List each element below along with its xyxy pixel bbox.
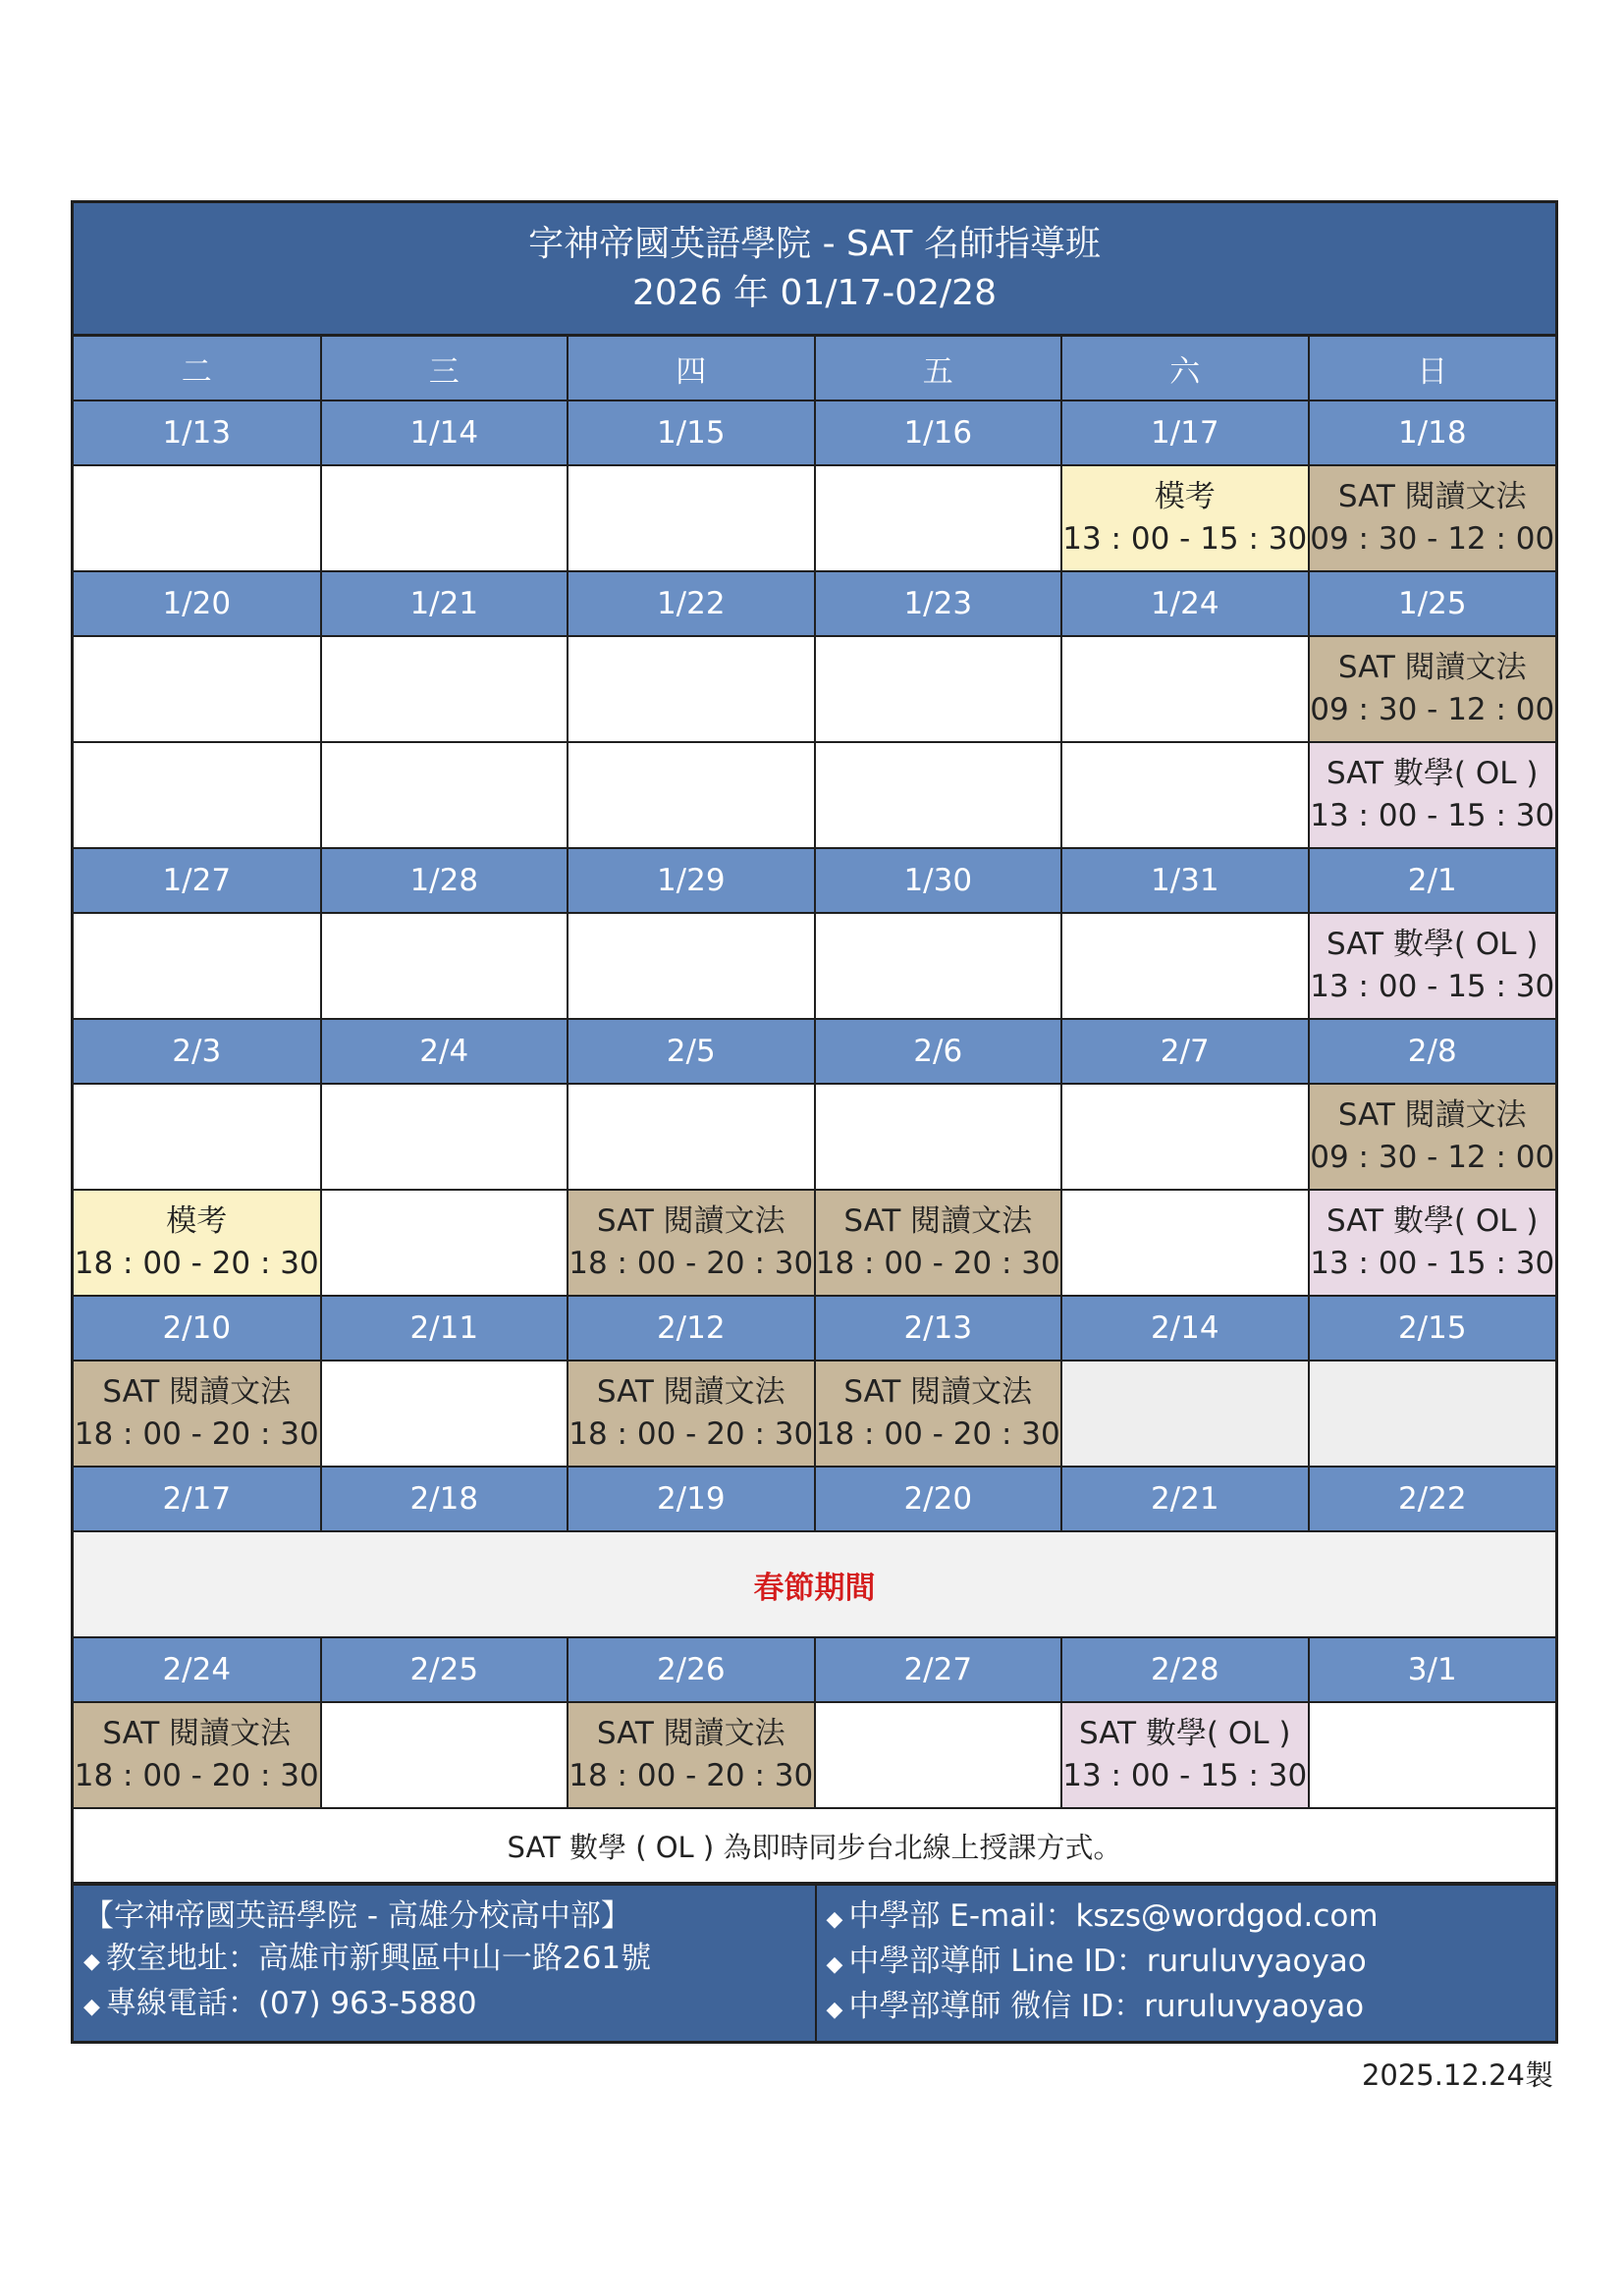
date-cell: 2/12	[568, 1296, 815, 1361]
class-cell	[1061, 465, 1309, 571]
class-cell	[568, 1190, 815, 1296]
class-time: 18 : 00 - 20 : 30	[568, 1758, 814, 1793]
class-time: 18 : 00 - 20 : 30	[74, 1758, 319, 1793]
date-cell: 1/24	[1061, 571, 1309, 636]
empty-cell	[1061, 1190, 1309, 1296]
contact-left	[74, 1886, 815, 2041]
class-title: 模考	[166, 1203, 228, 1239]
date-row	[74, 571, 1555, 636]
class-cell	[1309, 742, 1556, 848]
class-title: 模考	[1154, 479, 1216, 514]
empty-cell	[568, 742, 815, 848]
schedule-period: 2026 年 01/17-02/28	[632, 272, 997, 313]
empty-cell	[321, 1084, 568, 1190]
title-block	[74, 203, 1555, 337]
address-line	[83, 1938, 805, 1983]
date-cell: 1/14	[321, 400, 568, 465]
weekday-cell: 四	[568, 337, 815, 400]
empty-cell	[568, 913, 815, 1019]
date-row	[74, 1467, 1555, 1531]
event-row	[74, 742, 1555, 848]
date-cell: 1/25	[1309, 571, 1556, 636]
email-text: 中學部 E-mail：kszs@wordgod.com	[848, 1898, 1379, 1934]
date-row	[74, 848, 1555, 913]
empty-cell	[321, 1702, 568, 1808]
class-title: SAT 數學( OL )	[1079, 1716, 1291, 1751]
date-cell: 2/19	[568, 1467, 815, 1531]
date-cell: 2/28	[1061, 1637, 1309, 1702]
date-cell: 1/15	[568, 400, 815, 465]
class-title: SAT 閱讀文法	[843, 1374, 1033, 1410]
empty-cell	[74, 465, 321, 571]
date-cell: 2/15	[1309, 1296, 1556, 1361]
empty-cell	[1061, 636, 1309, 742]
class-title: SAT 閱讀文法	[596, 1374, 785, 1410]
date-cell: 3/1	[1309, 1637, 1556, 1702]
date-cell: 1/23	[815, 571, 1062, 636]
wechat-id-text: 中學部導師 微信 ID：ruruluvyaoyao	[848, 1989, 1365, 2024]
line-id-line	[827, 1941, 1546, 1986]
event-row	[74, 636, 1555, 742]
class-title: SAT 閱讀文法	[596, 1716, 785, 1751]
bullet-icon: ◆	[83, 1949, 100, 1974]
date-cell: 2/4	[321, 1019, 568, 1084]
schedule-note: SAT 數學 ( OL ) 為即時同步台北線上授課方式。	[74, 1808, 1555, 1883]
empty-cell	[815, 465, 1062, 571]
empty-cell	[321, 465, 568, 571]
weekday-cell: 三	[321, 337, 568, 400]
date-cell: 1/16	[815, 400, 1062, 465]
empty-cell	[321, 636, 568, 742]
class-time: 13 : 00 - 15 : 30	[1310, 798, 1555, 833]
class-time: 18 : 00 - 20 : 30	[815, 1416, 1060, 1452]
date-cell: 1/29	[568, 848, 815, 913]
class-time: 18 : 00 - 20 : 30	[568, 1416, 814, 1452]
empty-cell	[1309, 1702, 1556, 1808]
date-cell: 1/20	[74, 571, 321, 636]
empty-cell	[568, 636, 815, 742]
class-cell	[815, 1190, 1062, 1296]
date-cell: 2/20	[815, 1467, 1062, 1531]
branch-heading: 【字神帝國英語學院 - 高雄分校高中部】	[83, 1898, 631, 1934]
event-row	[74, 1361, 1555, 1467]
date-cell: 1/18	[1309, 400, 1556, 465]
event-row	[74, 1702, 1555, 1808]
class-cell	[74, 1702, 321, 1808]
date-cell: 1/28	[321, 848, 568, 913]
note-row	[74, 1808, 1555, 1883]
weekday-cell: 二	[74, 337, 321, 400]
class-cell	[74, 1190, 321, 1296]
date-cell: 2/10	[74, 1296, 321, 1361]
class-cell	[1061, 1702, 1309, 1808]
event-row	[74, 465, 1555, 571]
bullet-icon: ◆	[83, 1995, 100, 2019]
empty-cell	[74, 1084, 321, 1190]
empty-cell	[1309, 1361, 1556, 1467]
phone-line	[83, 1983, 805, 2028]
class-cell	[1309, 913, 1556, 1019]
class-cell	[568, 1361, 815, 1467]
weekday-cell: 日	[1309, 337, 1556, 400]
bullet-icon: ◆	[826, 1907, 843, 1932]
empty-cell	[568, 465, 815, 571]
event-row	[74, 1084, 1555, 1190]
empty-cell	[321, 742, 568, 848]
email-line	[827, 1896, 1546, 1941]
holiday-row	[74, 1531, 1555, 1637]
date-row	[74, 1296, 1555, 1361]
schedule-title: 字神帝國英語學院 - SAT 名師指導班	[528, 223, 1101, 264]
class-title: SAT 閱讀文法	[1337, 650, 1527, 685]
contact-right	[815, 1886, 1556, 2041]
wechat-id-line	[827, 1986, 1546, 2031]
class-time: 09 : 30 - 12 : 00	[1310, 692, 1555, 727]
date-cell: 2/13	[815, 1296, 1062, 1361]
date-cell: 2/3	[74, 1019, 321, 1084]
class-cell	[74, 1361, 321, 1467]
class-title: SAT 數學( OL )	[1326, 1203, 1539, 1239]
date-cell: 2/7	[1061, 1019, 1309, 1084]
class-title: SAT 閱讀文法	[102, 1374, 292, 1410]
date-cell: 2/25	[321, 1637, 568, 1702]
class-title: SAT 數學( OL )	[1326, 927, 1539, 962]
class-cell	[1309, 465, 1556, 571]
date-cell: 2/22	[1309, 1467, 1556, 1531]
date-cell: 2/14	[1061, 1296, 1309, 1361]
empty-cell	[815, 913, 1062, 1019]
empty-cell	[74, 913, 321, 1019]
phone-text: 專線電話：(07) 963-5880	[105, 1986, 477, 2021]
empty-cell	[74, 742, 321, 848]
weekday-row	[74, 337, 1555, 400]
date-cell: 2/26	[568, 1637, 815, 1702]
class-time: 09 : 30 - 12 : 00	[1310, 1140, 1555, 1175]
date-cell: 1/22	[568, 571, 815, 636]
empty-cell	[815, 742, 1062, 848]
class-time: 18 : 00 - 20 : 30	[74, 1246, 319, 1281]
date-cell: 1/27	[74, 848, 321, 913]
class-cell	[1309, 1084, 1556, 1190]
empty-cell	[321, 1361, 568, 1467]
class-time: 13 : 00 - 15 : 30	[1062, 521, 1308, 557]
weekday-cell: 五	[815, 337, 1062, 400]
empty-cell	[1061, 1361, 1309, 1467]
empty-cell	[1061, 1084, 1309, 1190]
class-time: 13 : 00 - 15 : 30	[1310, 969, 1555, 1004]
class-title: SAT 閱讀文法	[843, 1203, 1033, 1239]
class-time: 13 : 00 - 15 : 30	[1310, 1246, 1555, 1281]
class-title: SAT 閱讀文法	[102, 1716, 292, 1751]
empty-cell	[1061, 742, 1309, 848]
class-title: SAT 閱讀文法	[1337, 479, 1527, 514]
class-cell	[568, 1702, 815, 1808]
class-time: 18 : 00 - 20 : 30	[815, 1246, 1060, 1281]
date-cell: 1/30	[815, 848, 1062, 913]
date-cell: 2/1	[1309, 848, 1556, 913]
empty-cell	[321, 1190, 568, 1296]
empty-cell	[815, 1702, 1062, 1808]
class-cell	[1309, 636, 1556, 742]
weekday-cell: 六	[1061, 337, 1309, 400]
date-cell: 1/17	[1061, 400, 1309, 465]
empty-cell	[815, 636, 1062, 742]
bullet-icon: ◆	[826, 1998, 843, 2022]
date-cell: 2/11	[321, 1296, 568, 1361]
date-cell: 2/27	[815, 1637, 1062, 1702]
date-cell: 2/6	[815, 1019, 1062, 1084]
contact-footer	[74, 1884, 1555, 2041]
date-cell: 2/17	[74, 1467, 321, 1531]
date-cell: 2/5	[568, 1019, 815, 1084]
empty-cell	[568, 1084, 815, 1190]
line-id-text: 中學部導師 Line ID：ruruluvyaoyao	[848, 1944, 1367, 1979]
empty-cell	[321, 913, 568, 1019]
date-cell: 2/21	[1061, 1467, 1309, 1531]
class-cell	[815, 1361, 1062, 1467]
date-row	[74, 1019, 1555, 1084]
address-text: 教室地址：高雄市新興區中山一路261號	[105, 1941, 652, 1976]
class-time: 13 : 00 - 15 : 30	[1062, 1758, 1308, 1793]
class-title: SAT 閱讀文法	[596, 1203, 785, 1239]
class-time: 18 : 00 - 20 : 30	[74, 1416, 319, 1452]
empty-cell	[815, 1084, 1062, 1190]
date-cell: 1/21	[321, 571, 568, 636]
calendar-table	[74, 337, 1555, 1884]
class-title: SAT 閱讀文法	[1337, 1097, 1527, 1133]
date-cell: 2/24	[74, 1637, 321, 1702]
bullet-icon: ◆	[826, 1952, 843, 1977]
date-row	[74, 1637, 1555, 1702]
date-row	[74, 400, 1555, 465]
date-cell: 1/31	[1061, 848, 1309, 913]
holiday-label: 春節期間	[74, 1531, 1555, 1637]
date-cell: 2/18	[321, 1467, 568, 1531]
class-cell	[1309, 1190, 1556, 1296]
schedule-sheet	[71, 200, 1558, 2044]
date-cell: 2/8	[1309, 1019, 1556, 1084]
class-title: SAT 數學( OL )	[1326, 756, 1539, 791]
class-time: 18 : 00 - 20 : 30	[568, 1246, 814, 1281]
empty-cell	[74, 636, 321, 742]
empty-cell	[1061, 913, 1309, 1019]
made-date: 2025.12.24製	[1361, 2058, 1553, 2092]
class-time: 09 : 30 - 12 : 00	[1310, 521, 1555, 557]
date-cell: 1/13	[74, 400, 321, 465]
event-row	[74, 913, 1555, 1019]
event-row	[74, 1190, 1555, 1296]
